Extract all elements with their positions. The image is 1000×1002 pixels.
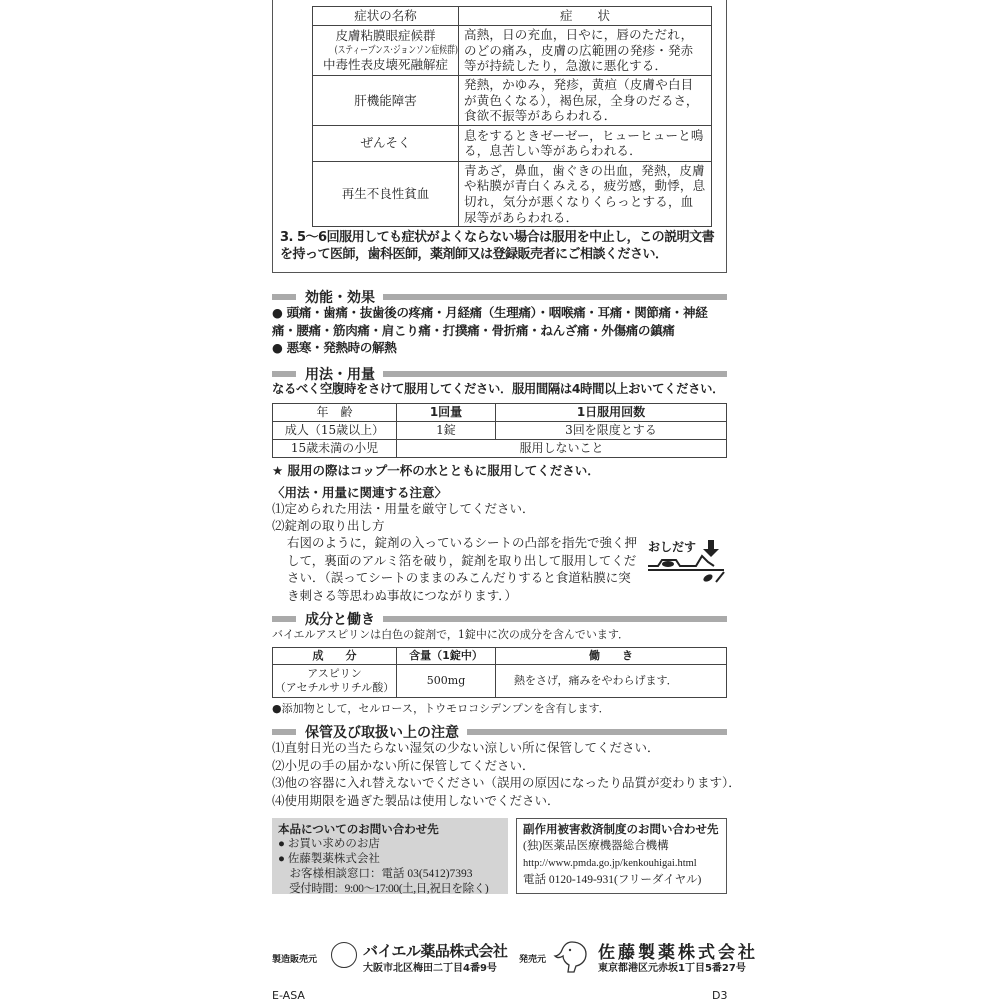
ingredients-intro: バイエルアスピリンは白色の錠剤で，1錠中に次の成分を含んでいます． bbox=[272, 628, 630, 641]
sato-elephant-logo-icon bbox=[552, 938, 592, 974]
cell: 服用しないこと bbox=[397, 440, 727, 458]
maker-name: バイエル薬品株式会社 bbox=[363, 942, 508, 960]
header-times: 1日服用回数 bbox=[496, 404, 727, 422]
header-ingredient: 成 分 bbox=[273, 648, 397, 665]
relief-box bbox=[516, 818, 727, 894]
storage-item: ⑷使用期限を過ぎた製品は使用しないでください． bbox=[272, 792, 560, 808]
symptom-desc: 高熱，日の充血，日やに，唇のただれ，のどの痛み，皮膚の広範囲の発疹・発赤等が持続したり，急激に悪化する． bbox=[459, 26, 712, 76]
contact-line: ● 佐藤製薬株式会社 bbox=[278, 853, 380, 865]
ingredient-effect: 熱をさげ，痛みをやわらげます． bbox=[496, 665, 727, 698]
cell: 1錠 bbox=[397, 422, 496, 440]
ingredients-table bbox=[272, 647, 727, 698]
storage-item: ⑵小児の手の届かない所に保管してください． bbox=[272, 757, 535, 773]
symptom-name: ぜんそく bbox=[313, 125, 459, 161]
cell: 3回を限度とする bbox=[496, 422, 727, 440]
header-name: 症状の名称 bbox=[313, 7, 459, 26]
storage-list bbox=[272, 739, 741, 809]
efficacy-item: ● 頭痛・歯痛・抜歯後の疼痛・月経痛（生理痛）・咽喉痛・耳痛・関節痛・神経痛・腰痛・筋肉痛・肩こり痛・打撲痛・骨折痛・ねんざ痛・外傷痛の鎮痛 bbox=[272, 305, 708, 338]
storage-item: ⑴直射日光の当たらない湿気の少ない涼しい所に保管してください． bbox=[272, 740, 660, 755]
seller-role: 発売元 bbox=[519, 955, 547, 965]
header-dose: 1回量 bbox=[397, 404, 496, 422]
seller-address: 東京都港区元赤坂1丁目5番27号 bbox=[598, 963, 746, 974]
symptom-name-line: 中毒性表皮壊死融解症 bbox=[322, 57, 448, 73]
dosage-notes-title: 〈用法・用量に関連する注意〉 bbox=[272, 485, 448, 500]
relief-title: 副作用被害救済制度のお問い合わせ先 bbox=[523, 822, 719, 836]
cell: 15歳未満の小児 bbox=[273, 440, 397, 458]
section-ingredients: 成分と働き bbox=[272, 610, 727, 628]
symptom-name-sub: (スティーブンス·ジョンソン症候群) bbox=[334, 44, 458, 57]
section-dosage: 用法・用量 bbox=[272, 365, 727, 383]
bayer-logo-icon bbox=[331, 942, 357, 968]
push-out-figure bbox=[646, 538, 726, 588]
header-effect: 働 き bbox=[496, 648, 727, 665]
contact-box bbox=[272, 818, 508, 894]
section-efficacy: 効能・効果 bbox=[272, 288, 727, 306]
dosage-note-2-body: 右図のように，錠剤の入っているシートの凸部を指先で強く押して，裏面のアルミ箔を破り，錠剤を取り出して服用してください．（誤ってシートのままのみこんだりすると食道粘膜に突き刺さる等思わぬ事故につながります．） bbox=[287, 535, 638, 603]
efficacy-item: ● 悪寒・発熱時の解熱 bbox=[272, 340, 397, 355]
dosage-star-note: ★ 服用の際はコップ一杯の水とともに服用してください． bbox=[272, 463, 600, 478]
contact-phone: お客様相談窓口：電話 03(5412)7393 bbox=[278, 868, 473, 880]
symptom-name: 肝機能障害 bbox=[313, 75, 459, 125]
relief-phone: 電話 0120-149-931(フリーダイヤル) bbox=[523, 874, 702, 886]
contact-hours: 受付時間：9:00〜17:00(土,日,祝日を除く) bbox=[278, 883, 489, 894]
symptom-desc: 発熱，かゆみ，発疹，黄疸（皮膚や白目が黄色くなる），褐色尿，全身のだるさ，食欲不振等があらわれる． bbox=[459, 75, 712, 125]
dosage-note-2: ⑵錠剤の取り出し方 bbox=[272, 518, 385, 533]
document-code: E-ASA bbox=[272, 989, 305, 1002]
section-storage: 保管及び取扱い上の注意 bbox=[272, 723, 727, 741]
contact-line: ● お買い求めのお店 bbox=[278, 838, 380, 850]
ingredient-name bbox=[273, 665, 397, 698]
symptom-table bbox=[312, 6, 712, 227]
symptom-name bbox=[313, 26, 459, 76]
dosage-note-1: ⑴定められた用法・用量を厳守してください． bbox=[272, 501, 535, 516]
symptom-desc: 青あざ，鼻血，歯ぐきの出血，発熱，皮膚や粘膜が青白くみえる，疲労感，動悸，息切れ，気分が悪くなりくらっとする，血尿等があらわれる． bbox=[459, 161, 712, 227]
ingredient-name-line: アスピリン bbox=[307, 667, 362, 681]
seller-name: 佐藤製薬株式会社 bbox=[598, 943, 758, 963]
header-symptom: 症 状 bbox=[459, 7, 712, 26]
relief-org: (独)医薬品医療機器総合機構 bbox=[523, 840, 669, 852]
relief-url[interactable]: http://www.pmda.go.jp/kenkouhigai.html bbox=[523, 858, 697, 869]
figure-label: おしだす bbox=[648, 540, 697, 554]
note-3: 3. 5〜6回服用しても症状がよくならない場合は服用を中止し，この説明文書を持って医師，歯科医師，薬剤師又は登録販売者にご相談ください． bbox=[280, 230, 715, 262]
contact-title: 本品についてのお問い合わせ先 bbox=[278, 822, 439, 836]
page-code: D3 bbox=[712, 989, 728, 1002]
header-amount: 含量（1錠中） bbox=[397, 648, 496, 665]
ingredient-name-line: （アセチルサリチル酸） bbox=[274, 681, 395, 694]
symptom-desc: 息をするときゼーゼー，ヒューヒューと鳴る，息苦しい等があらわれる． bbox=[459, 125, 712, 161]
symptom-name-line: 皮膚粘膜眼症候群 bbox=[335, 27, 436, 43]
efficacy-list bbox=[272, 304, 730, 357]
dosage-table bbox=[272, 403, 727, 458]
storage-item: ⑶他の容器に入れ替えないでください（誤用の原因になったり品質が変わります）． bbox=[272, 775, 741, 790]
maker-role: 製造販売元 bbox=[272, 955, 318, 965]
maker-address: 大阪市北区梅田二丁目4番9号 bbox=[363, 963, 497, 974]
cell: 成人（15歳以上） bbox=[273, 422, 397, 440]
ingredient-amount: 500mg bbox=[397, 665, 496, 698]
additives-note: ●添加物として，セルロース，トウモロコシデンプンを含有します． bbox=[272, 702, 610, 715]
header-age: 年 齢 bbox=[273, 404, 397, 422]
dosage-intro: なるべく空腹時をさけて服用してください．服用間隔は4時間以上おいてください． bbox=[272, 382, 725, 396]
symptom-name: 再生不良性貧血 bbox=[313, 161, 459, 227]
